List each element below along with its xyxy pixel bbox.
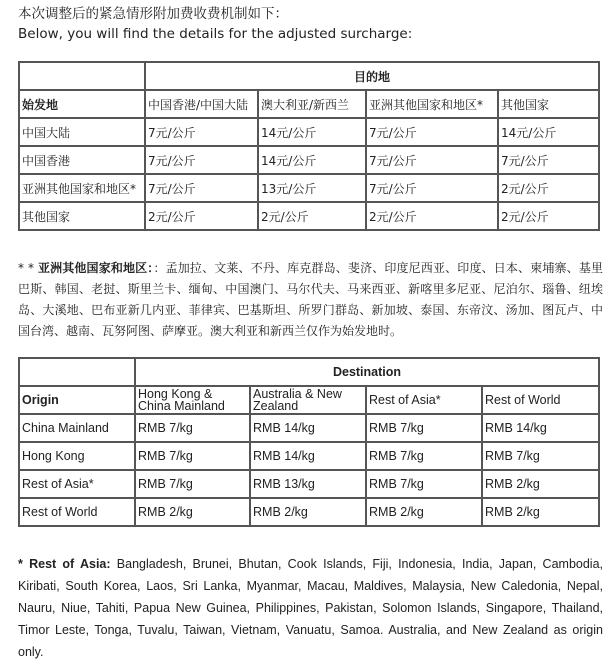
table-cell: RMB 7/kg (135, 442, 250, 470)
footnote-label: 亚洲其他国家和地区： (37, 261, 154, 275)
table-cell: RMB 2/kg (250, 498, 366, 526)
table-cell: 14元/公斤 (258, 118, 366, 146)
table-header-row (19, 358, 599, 386)
table-cell: RMB 14/kg (482, 414, 599, 442)
column-header: Hong Kong & China Mainland (135, 386, 250, 414)
table-cell: 7元/公斤 (145, 118, 258, 146)
table-cell: RMB 14/kg (250, 414, 366, 442)
table-cell: 7元/公斤 (366, 118, 498, 146)
cn-surcharge-table (18, 61, 600, 231)
intro (18, 4, 412, 44)
table-column-row (19, 90, 599, 118)
table-cell: RMB 7/kg (366, 414, 482, 442)
origin-label: Origin (19, 386, 135, 414)
row-origin: Rest of Asia* (19, 470, 135, 498)
table-row (19, 174, 599, 202)
row-origin: 亚洲其他国家和地区* (19, 174, 145, 202)
table-cell: 7元/公斤 (145, 146, 258, 174)
origin-label: 始发地 (19, 90, 145, 118)
table-cell: RMB 2/kg (482, 498, 599, 526)
column-header: 亚洲其他国家和地区* (366, 90, 498, 118)
corner-cell (19, 62, 145, 90)
table-cell: RMB 7/kg (366, 442, 482, 470)
table-row (19, 146, 599, 174)
table-column-row (19, 386, 599, 414)
table-row (19, 414, 599, 442)
corner-cell (19, 358, 135, 386)
row-origin: 中国大陆 (19, 118, 145, 146)
table-cell: 2元/公斤 (498, 202, 599, 230)
intro-cn-line: 本次调整后的紧急情形附加费收费机制如下： (18, 6, 288, 22)
footnote-prefix: * * (18, 261, 38, 275)
footnote-label: * Rest of Asia: (18, 557, 111, 571)
column-header: Rest of Asia* (366, 386, 482, 414)
table-cell: 2元/公斤 (258, 202, 366, 230)
table-cell: RMB 13/kg (250, 470, 366, 498)
footnote-text: ：孟加拉、文莱、不丹、库克群岛、斐济、印度尼西亚、印度、日本、柬埔寨、基里巴斯、韩国、老挝、斯里兰卡、缅甸、中国澳门、马尔代夫、马来西亚、新喀里多尼亚、尼泊尔、瑙鲁、纽埃岛、大溪地、巴布亚新几内亚、菲律宾、巴基斯坦、所罗门群岛、新加坡、泰国、东帝汶、汤加、图瓦卢、中国台湾、越南、瓦努阿图、萨摩亚。澳大利亚和新西兰仅作为始发地时。 (18, 261, 603, 338)
table-cell: 7元/公斤 (366, 146, 498, 174)
table-cell: 14元/公斤 (498, 118, 599, 146)
row-origin: Hong Kong (19, 442, 135, 470)
table-row (19, 202, 599, 230)
table-header-row (19, 62, 599, 90)
intro-en-line: Below, you will find the details for the adjusted surcharge: (18, 26, 413, 42)
table-cell: 7元/公斤 (366, 174, 498, 202)
column-header: Rest of World (482, 386, 599, 414)
column-header: Australia & New Zealand (250, 386, 366, 414)
table-cell: 14元/公斤 (258, 146, 366, 174)
table-cell: RMB 7/kg (135, 470, 250, 498)
cn-footnote (18, 258, 603, 342)
table-cell: RMB 2/kg (366, 498, 482, 526)
column-header: 中国香港/中国大陆 (145, 90, 258, 118)
table-cell: 2元/公斤 (145, 202, 258, 230)
destination-title: Destination (135, 358, 599, 386)
table-cell: 13元/公斤 (258, 174, 366, 202)
table-cell: 7元/公斤 (145, 174, 258, 202)
table-row (19, 118, 599, 146)
column-header: 澳大利亚/新西兰 (258, 90, 366, 118)
footnote-text: Bangladesh, Brunei, Bhutan, Cook Islands, Fiji, Indonesia, India, Japan, Cambodia, Kiribati, South Korea, Laos, Sri Lanka, Myanmar, Macau, Maldives, Malaysia, New Caledonia, Nepal, Nauru, Niue, Tahiti, Papua New Guinea, Philippines, Pakistan, Solomon Islands, Singapore, Thailand, Timor Leste, Tonga, Tuvalu, Taiwan, Vietnam, Vanuatu, Samoa. Australia, and New Zealand as origin only. (18, 557, 604, 659)
table-cell: 7元/公斤 (498, 146, 599, 174)
en-footnote (18, 553, 603, 663)
table-cell: 2元/公斤 (366, 202, 498, 230)
row-origin: 中国香港 (19, 146, 145, 174)
table-cell: RMB 7/kg (366, 470, 482, 498)
destination-title: 目的地 (145, 62, 599, 90)
table-row (19, 470, 599, 498)
en-surcharge-table (18, 357, 600, 527)
table-cell: RMB 7/kg (482, 442, 599, 470)
column-header: 其他国家 (498, 90, 599, 118)
table-cell: 2元/公斤 (498, 174, 599, 202)
table-row (19, 442, 599, 470)
row-origin: China Mainland (19, 414, 135, 442)
row-origin: Rest of World (19, 498, 135, 526)
table-cell: RMB 14/kg (250, 442, 366, 470)
table-cell: RMB 2/kg (135, 498, 250, 526)
row-origin: 其他国家 (19, 202, 145, 230)
table-cell: RMB 2/kg (482, 470, 599, 498)
table-row (19, 498, 599, 526)
table-cell: RMB 7/kg (135, 414, 250, 442)
